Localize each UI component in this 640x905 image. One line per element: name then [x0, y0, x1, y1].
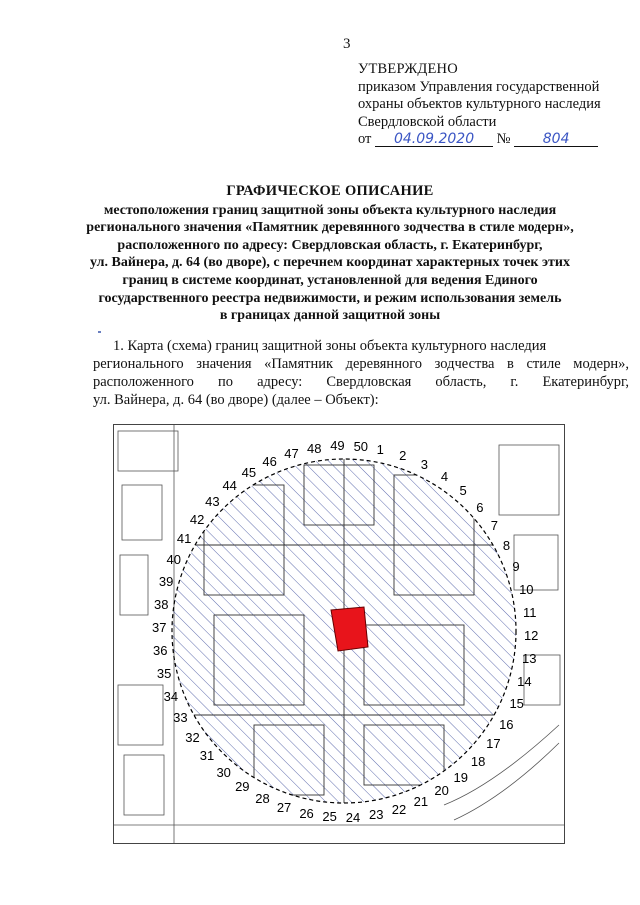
- number-label: №: [496, 131, 511, 147]
- map-drawing: [114, 425, 564, 843]
- protective-zone-map: [113, 424, 565, 844]
- boundary-point-label: 30: [216, 764, 231, 780]
- section-1-paragraph: [93, 337, 629, 409]
- from-label: от: [358, 131, 372, 147]
- boundary-point-label: 28: [255, 790, 270, 806]
- approval-number: 804: [514, 132, 598, 147]
- boundary-point-label: 12: [523, 627, 539, 643]
- boundary-point-label: 38: [153, 596, 169, 612]
- boundary-point-label: 8: [502, 537, 511, 553]
- approval-line-1: приказом Управления государственной: [358, 78, 600, 95]
- boundary-point-label: 9: [512, 559, 520, 575]
- approval-block: [358, 61, 628, 149]
- boundary-point-label: 32: [185, 730, 200, 746]
- boundary-point-label: 24: [345, 809, 361, 825]
- boundary-point-label: 15: [509, 696, 524, 712]
- approval-date: 04.09.2020: [375, 132, 493, 147]
- boundary-point-label: 39: [158, 573, 174, 589]
- boundary-point-label: 18: [470, 754, 486, 770]
- boundary-point-label: 33: [173, 710, 188, 726]
- boundary-point-label: 4: [440, 469, 449, 485]
- boundary-point-label: 10: [519, 581, 534, 597]
- ink-speck: [98, 331, 101, 333]
- boundary-point-label: 22: [391, 802, 407, 818]
- boundary-point-label: 16: [499, 717, 514, 732]
- cultural-heritage-object: [331, 607, 368, 651]
- boundary-point-label: 13: [522, 651, 537, 667]
- page-number: 3: [343, 36, 351, 52]
- boundary-point-label: 43: [205, 493, 220, 509]
- boundary-point-label: 27: [276, 799, 292, 815]
- boundary-point-label: 46: [262, 454, 277, 470]
- approval-date-line: [358, 131, 628, 149]
- paragraph-line-2: регионального значения «Памятник деревянного зодчества в стиле модерн»,: [93, 356, 629, 372]
- boundary-point-label: 40: [166, 551, 181, 567]
- boundary-point-label: 35: [156, 666, 172, 682]
- document-title: [60, 183, 600, 325]
- title-line-1: местоположения границ защитной зоны объекта культурного наследия: [103, 202, 557, 218]
- boundary-point-label: 21: [413, 793, 429, 809]
- boundary-point-label: 23: [369, 807, 384, 823]
- boundary-point-label: 41: [176, 531, 192, 546]
- approval-line-2: охраны объектов культурного наследия: [358, 96, 601, 112]
- boundary-point-label: 6: [476, 499, 484, 515]
- boundary-point-label: 36: [153, 643, 168, 659]
- boundary-point-label: 1: [376, 442, 384, 458]
- title-line-5: границ в системе координат, установленной для ведения Единого: [122, 272, 538, 288]
- boundary-point-label: 2: [399, 448, 407, 464]
- boundary-point-label: 45: [241, 464, 257, 480]
- boundary-point-label: 37: [152, 620, 167, 636]
- boundary-point-label: 3: [420, 457, 428, 473]
- boundary-point-label: 17: [486, 736, 501, 752]
- title-line-2: регионального значения «Памятник деревянного зодчества в стиле модерн»,: [86, 220, 574, 236]
- paragraph-line-1: 1. Карта (схема) границ защитной зоны объекта культурного наследия: [113, 338, 547, 354]
- approval-heading: УТВЕРЖДЕНО: [358, 61, 458, 77]
- paragraph-line-3: расположенного по адресу: Свердловская область, г. Екатеринбург,: [93, 374, 629, 390]
- approval-line-3: Свердловской области: [358, 113, 497, 130]
- boundary-point-label: 20: [434, 783, 449, 799]
- title-line-6: государственного реестра недвижимости, и режим использования земель: [98, 290, 562, 306]
- boundary-point-label: 42: [189, 511, 205, 527]
- boundary-point-label: 26: [299, 805, 314, 821]
- boundary-point-label: 14: [517, 674, 532, 690]
- title-line-7: в границах данной защитной зоны: [219, 308, 441, 324]
- boundary-point-label: 5: [459, 483, 467, 499]
- paragraph-line-4: ул. Вайнера, д. 64 (во дворе) (далее – Объект):: [93, 392, 379, 408]
- boundary-point-label: 49: [330, 438, 345, 454]
- boundary-point-label: 31: [199, 748, 215, 764]
- boundary-point-label: 19: [453, 769, 468, 785]
- boundary-point-label: 11: [522, 604, 537, 620]
- boundary-point-label: 47: [284, 445, 299, 461]
- boundary-point-label: 44: [222, 478, 237, 494]
- boundary-point-label: 34: [163, 688, 179, 704]
- boundary-point-label: 50: [353, 438, 369, 454]
- title-line-4: ул. Вайнера, д. 64 (во дворе), с перечнем координат характерных точек этих: [89, 255, 570, 271]
- title-line-3: расположенного по адресу: Свердловская область, г. Екатеринбург,: [117, 237, 543, 253]
- title-heading: ГРАФИЧЕСКОЕ ОПИСАНИЕ: [226, 183, 434, 199]
- boundary-point-label: 7: [490, 517, 498, 533]
- boundary-point-label: 29: [235, 778, 250, 794]
- boundary-point-label: 48: [306, 440, 322, 456]
- boundary-point-label: 25: [322, 809, 337, 825]
